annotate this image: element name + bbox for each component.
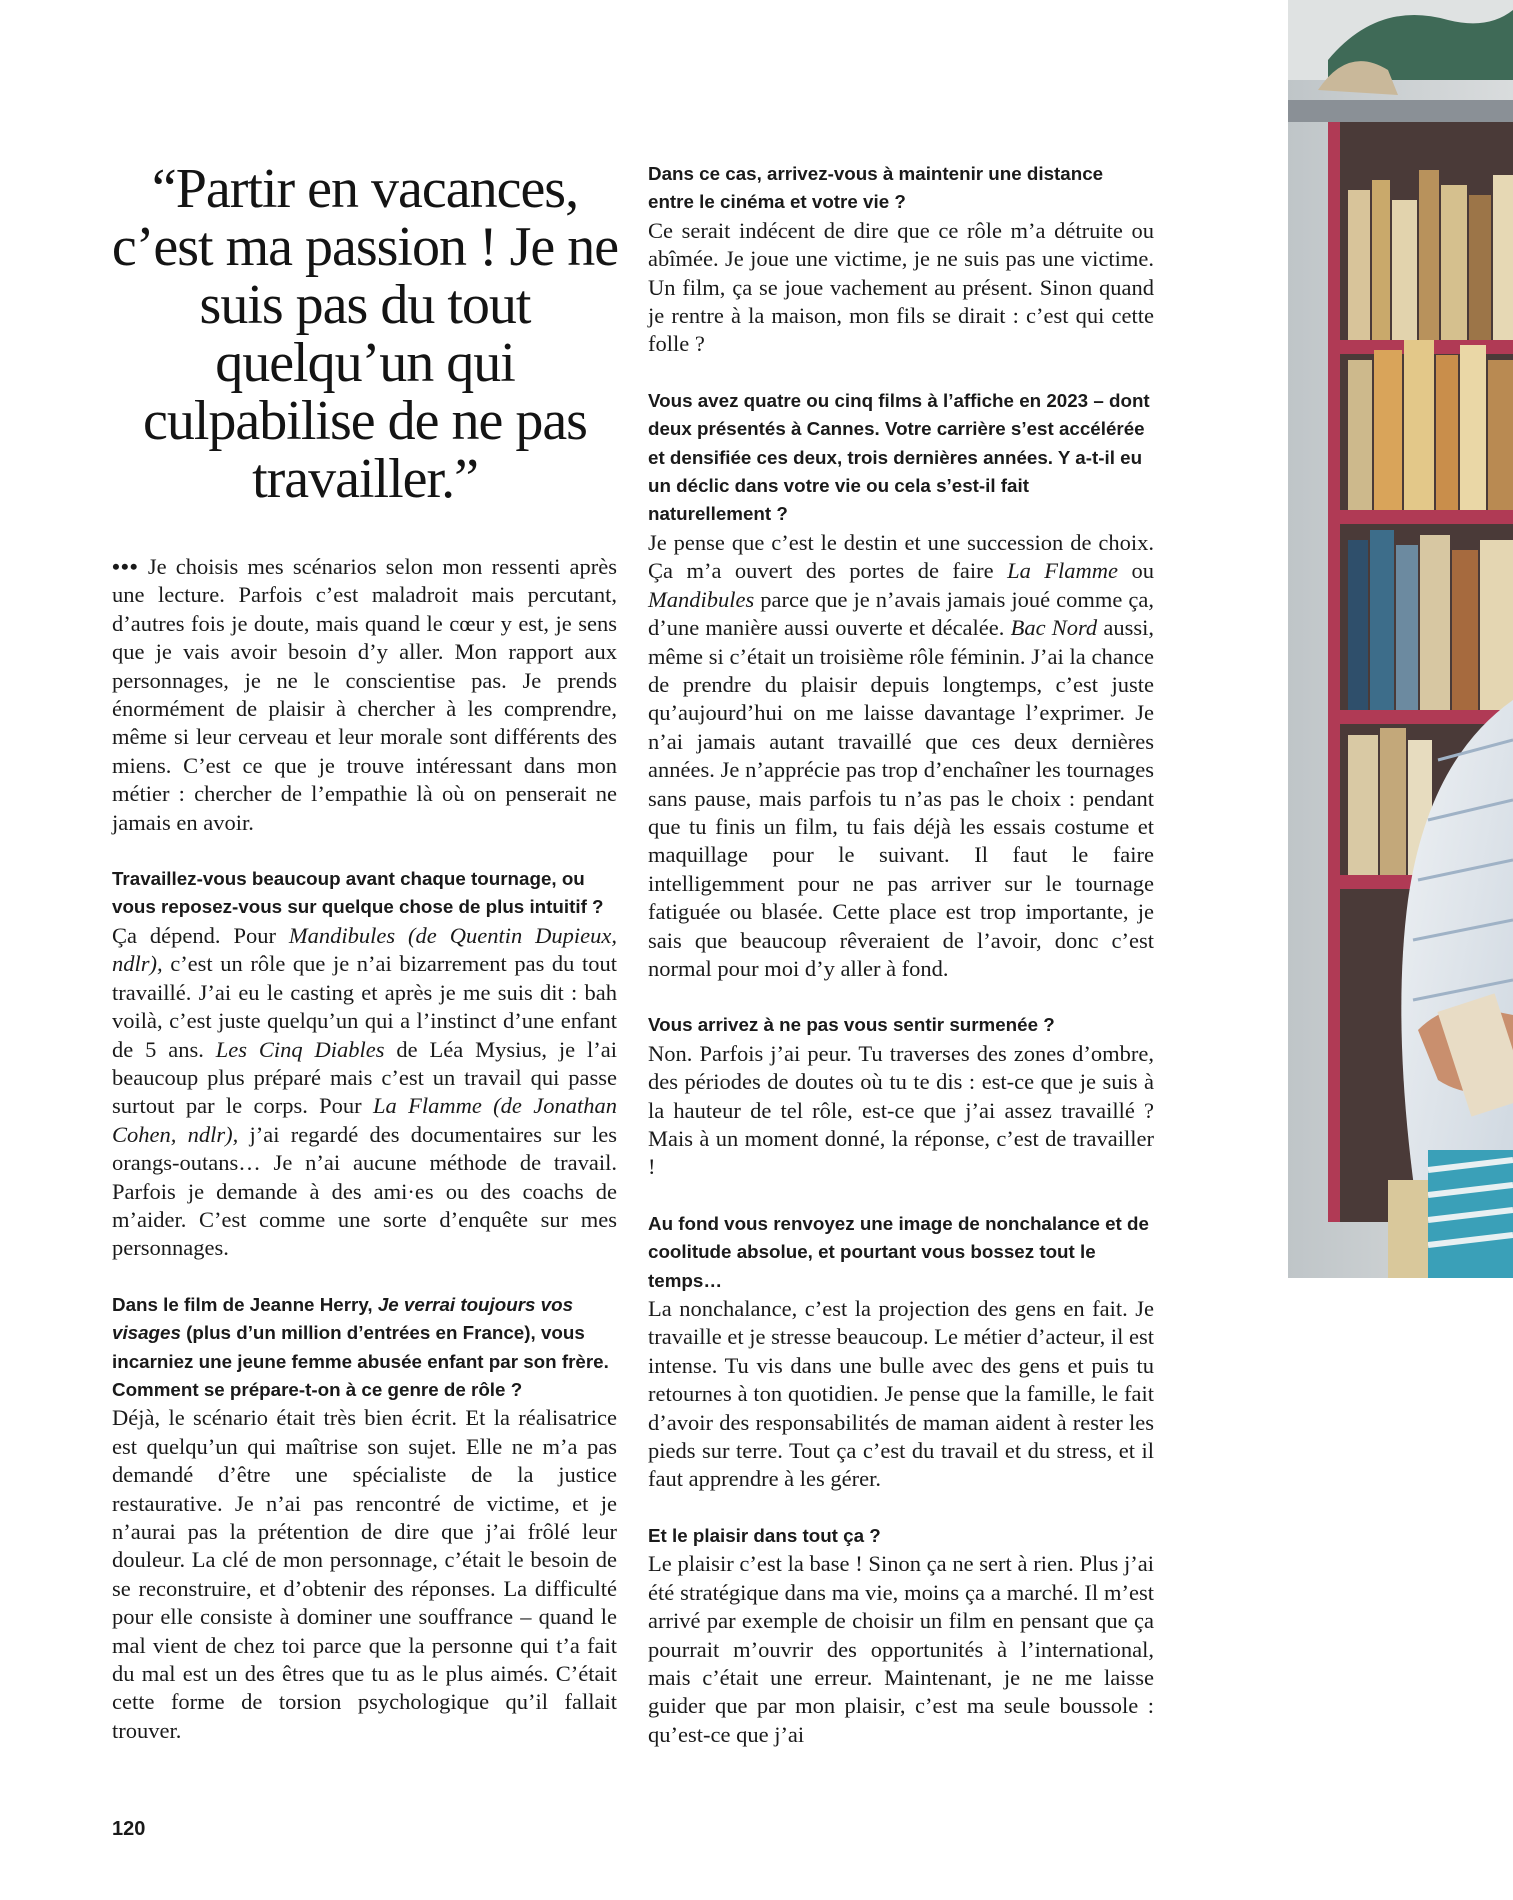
question-6: Au fond vous renvoyez une image de nonchalance et de coolitude absolue, et pourtant vous bossez tout le temps… (648, 1212, 1149, 1291)
answer-4-title: La Flamme (1007, 558, 1119, 584)
answer-1-title: Les Cinq Diables (215, 1036, 385, 1062)
question-5: Vous arrivez à ne pas vous sentir surmenée ? (648, 1014, 1055, 1036)
answer-1-title: La Flamme (de Jonathan Cohen, ndlr), (112, 1093, 617, 1147)
answer-5: Non. Parfois j’ai peur. Tu traverses des zones d’ombre, des périodes de doutes où tu te dis : est-ce que je suis à la hauteur de tel rôle, est-ce que j’ai assez travaillé ? Mais à un moment donné, la réponse, c’est de travailler ! (648, 1040, 1154, 1180)
pull-quote: “Partir en vacances, c’est ma passion ! Je ne suis pas du tout quelqu’un qui culpabilise de ne pas travailler.” (111, 158, 619, 510)
question-7: Et le plaisir dans tout ça ? (648, 1524, 881, 1546)
answer-2: Déjà, le scénario était très bien écrit. Et la réalisatrice est quelqu’un qui maîtrise son sujet. Elle ne m’a pas demandé d’être une spécialiste de la justice restaurative. Je n’ai pas rencontré de victime, et je n’aurai pas la prétention de dire que j’ai frôlé leur douleur. La clé de mon personnage, c’était le besoin de se reconstruire, et d’obtenir des réponses. La difficulté pour elle consiste à dominer une souffrance – quand le mal vient de chez toi parce que la personne qui t’a fait du mal est un des êtres que tu as le plus aimés. C’était cette forme de torsion psychologique qu’il fallait trouver. (112, 1405, 617, 1743)
answer-1-text: j’ai regardé des documentaires sur les orangs-outans… Je n’ai aucune méthode de travail. Parfois je demande à des ami·es ou des coachs de m’aider. C’est comme une sorte d’enquête sur mes personnages. (112, 1121, 617, 1261)
question-2 (112, 1291, 617, 1405)
answer-4 (648, 529, 1154, 984)
bookshelf-illustration (1288, 0, 1513, 1278)
answer-3: Ce serait indécent de dire que ce rôle m’a détruite ou abîmée. Je joue une victime, je ne suis pas une victime. Un film, ça se joue vachement au présent. Sinon quand je rentre à la maison, mon fils se dirait : c’est qui cette folle ? (648, 217, 1154, 357)
answer-1-title: Mandibules (de Quentin Dupieux, ndlr), (112, 922, 617, 977)
question-1: Travaillez-vous beaucoup avant chaque tournage, ou vous reposez-vous sur quelque chose de plus intuitif ? (112, 868, 604, 918)
question-3: Dans ce cas, arrivez-vous à maintenir une distance entre le cinéma et votre vie ? (648, 163, 1104, 213)
page-number: 120 (112, 1818, 146, 1840)
right-column (648, 160, 1154, 1749)
question-4: Vous avez quatre ou cinq films à l’affiche en 2023 – dont deux présentés à Cannes. Votre carrière s’est accélérée et densifiée ces deux, trois dernières années. Y a-t-il eu un déclic dans votre vie ou cela s’est-il fait naturellement ? (648, 389, 1150, 525)
intro-paragraph (112, 553, 617, 837)
answer-1-text: de Léa Mysius, je l’ai beaucoup plus préparé mais c’est un travail qui passe surtout par le corps. Pour (112, 1036, 617, 1119)
answer-4-title: Bac Nord (1010, 615, 1098, 641)
question-2-text: Dans le film de Jeanne Herry, (112, 1293, 378, 1315)
intro-text: Je choisis mes scénarios selon mon ressenti après une lecture. Parfois c’est maladroit mais percutant, d’autres fois je doute, mais quand le cœur y est, je sens que je vais avoir besoin d’y aller. Mon rapport aux personnages, je ne le conscientise pas. Je prends énormément de plaisir à chercher à les comprendre, même si leur cerveau et leur morale sont différents des miens. C’est ce que je trouve intéressant dans mon métier : chercher de l’empathie là où on penserait ne jamais en avoir. (112, 554, 618, 835)
answer-7: Le plaisir c’est la base ! Sinon ça ne sert à rien. Plus j’ai été stratégique dans ma vie, moins ça a marché. Il m’est arrivé par exemple de choisir un film en pensant que ça pourrait m’ouvrir des opportunités à l’international, mais c’était une erreur. Maintenant, je ne me laisse guider que par mon plaisir, c’est ma seule boussole : qu’est-ce que j’ai (648, 1551, 1154, 1747)
lead-marker: ••• (112, 554, 139, 579)
answer-4-text: ou (1118, 558, 1154, 584)
answer-6: La nonchalance, c’est la projection des gens en fait. Je travaille et je stresse beaucoup. Le métier d’acteur, il est intense. Tu vis dans une bulle avec des gens et puis tu retournes à ton quotidien. Je pense que la famille, le fait d’avoir des responsabilités de maman aident à rester les pieds sur terre. Tout ça c’est du travail et du stress, et il faut apprendre à les gérer. (648, 1296, 1154, 1492)
question-2-text: (plus d’un million d’entrées en France), vous incarniez une jeune femme abusée enfant par son frère. Comment se prépare-t-on à ce genre de rôle ? (112, 1322, 609, 1400)
answer-4-text: parce que je n’avais jamais joué comme ça, d’une manière aussi ouverte et décalée. (648, 586, 1154, 641)
question-2-title: Je verrai toujours vos visages (112, 1293, 574, 1344)
answer-4-title: Mandibules (648, 586, 755, 612)
answer-1-text: c’est un rôle que je n’ai bizarrement pas du tout travaillé. J’ai eu le casting et après je me suis dit : bah voilà, c’est juste quelqu’un qui a l’instinct d’une enfant de 5 ans. (112, 951, 617, 1062)
answer-4-text: aussi, même si c’était un troisième rôle féminin. J’ai la chance de prendre du plaisir depuis longtemps, c’est juste qu’aujourd’hui on me laisse davantage l’exprimer. Je n’ai jamais autant travaillé que ces deux dernières années. Je n’apprécie pas trop d’enchaîner les tournages sans pause, mais parfois tu n’as pas le choix : pendant que tu finis un film, tu fais déjà les essais costume et maquillage pour le suivant. Il faut le faire intelligemment pour ne pas arriver sur le tournage fatiguée ou blasée. Cette place est trop importante, je sais que beaucoup rêveraient de l’avoir, donc c’est normal pour moi d’y aller à fond. (648, 615, 1154, 981)
left-column (112, 553, 617, 1745)
answer-4-text: Je pense que c’est le destin et une succession de choix. Ça m’a ouvert des portes de faire (648, 529, 1154, 584)
answer-1-text: Ça dépend. Pour (112, 922, 289, 948)
answer-1 (112, 922, 617, 1263)
bookshelf-photo (1288, 0, 1513, 1278)
